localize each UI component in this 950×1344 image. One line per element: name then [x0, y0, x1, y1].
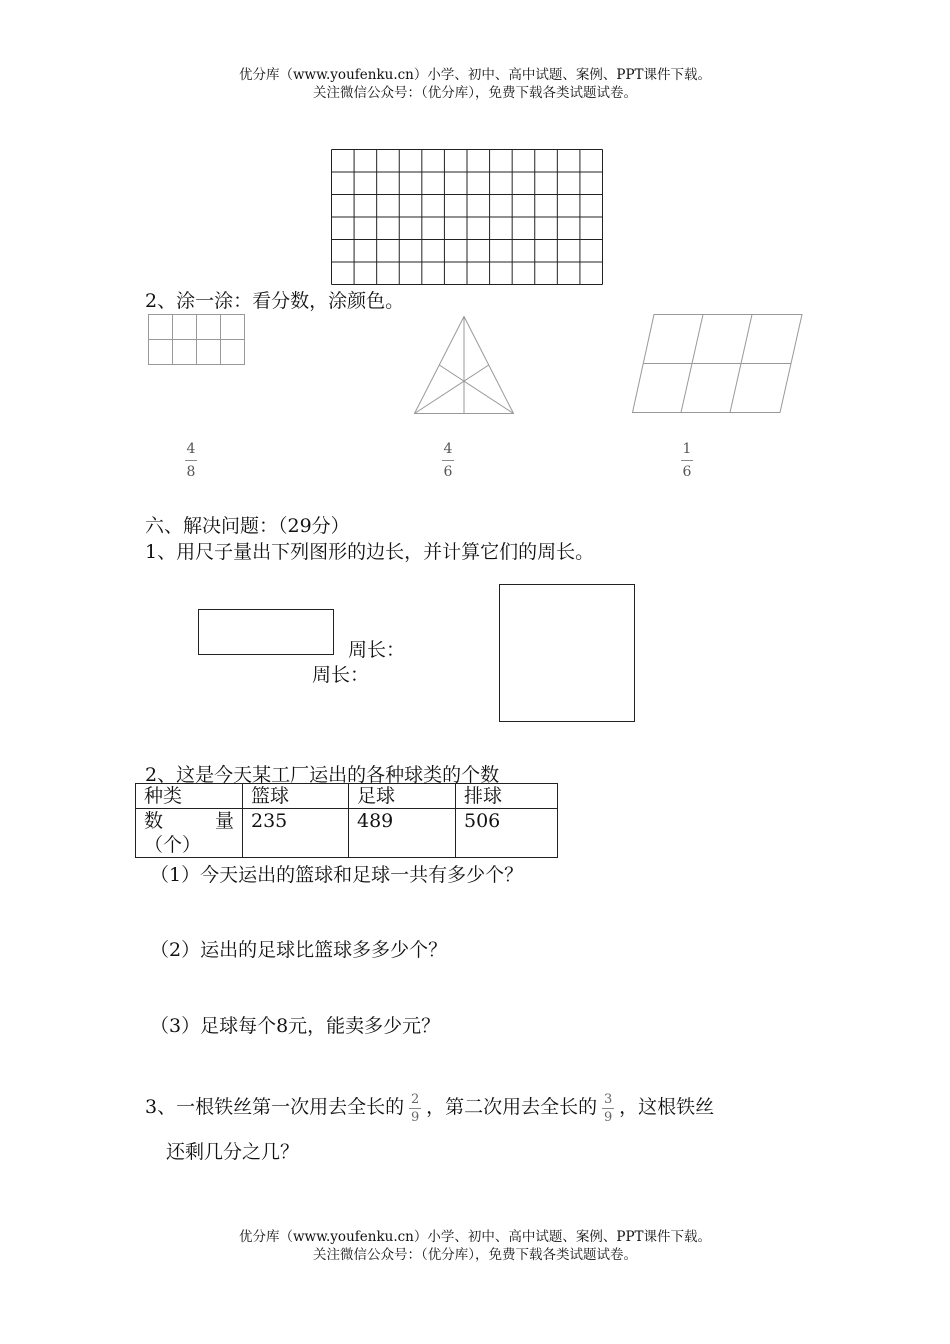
fraction-bar — [185, 460, 197, 461]
fraction-denominator: 9 — [410, 1109, 420, 1125]
question-3-line-2: 还剩几分之几？ — [166, 1141, 300, 1163]
q3-text-part-2: ，第二次用去全长的 — [426, 1096, 598, 1118]
row-label-unit: （个） — [144, 834, 202, 856]
fraction-numerator: 4 — [443, 441, 453, 457]
table-row-label — [136, 809, 243, 858]
ball-count-table — [135, 783, 558, 858]
perimeter-label-square: 周长： — [312, 664, 370, 686]
question-2-sub-2: （2）运出的足球比篮球多多少个？ — [150, 939, 448, 961]
rectangle-figure-eighths — [148, 314, 245, 365]
fraction-denominator: 9 — [603, 1109, 613, 1125]
fraction-one-sixth — [677, 440, 697, 481]
table-data-row — [136, 809, 558, 858]
perimeter-label-rectangle: 周长： — [348, 639, 406, 661]
q3-text-part-3: ，这根铁丝 — [619, 1096, 715, 1118]
page-footer — [0, 1228, 950, 1264]
q3-fraction-3-ninths — [600, 1092, 616, 1125]
question-2-text: 2、这是今天某工厂运出的各种球类的个数 — [145, 764, 500, 786]
shade-section-title: 2、涂一涂：看分数，涂颜色。 — [145, 290, 405, 312]
table-header-cell: 排球 — [456, 784, 558, 809]
row-label-right: 量 — [214, 810, 234, 832]
q3-fraction-2-ninths — [407, 1092, 423, 1125]
question-1-text: 1、用尺子量出下列图形的边长，并计算它们的周长。 — [145, 541, 595, 563]
fraction-numerator: 4 — [186, 441, 196, 457]
question-2-sub-1: （1）今天运出的篮球和足球一共有多少个？ — [150, 864, 524, 886]
table-header-cell: 足球 — [349, 784, 456, 809]
footer-line-2: 关注微信公众号：（优分库），免费下载各类试题试卷。 — [313, 1247, 637, 1263]
header-line-2: 关注微信公众号：（优分库），免费下载各类试题试卷。 — [313, 85, 637, 101]
triangle-figure-sixths — [414, 316, 514, 414]
fraction-denominator: 6 — [443, 464, 453, 480]
table-cell: 235 — [243, 809, 349, 858]
fraction-denominator: 6 — [682, 464, 692, 480]
table-header-row — [136, 784, 558, 809]
section-six-title: 六、解决问题：（29分） — [145, 515, 350, 537]
fraction-bar — [442, 460, 454, 461]
fraction-four-sixths — [438, 440, 458, 481]
parallelogram-figure-sixths — [632, 314, 803, 413]
header-line-1: 优分库（www.youfenku.cn）小学、初中、高中试题、案例、PPT课件下载。 — [238, 67, 712, 83]
fraction-four-eighths — [181, 440, 201, 481]
square-measure-figure — [499, 584, 636, 723]
fraction-bar — [409, 1108, 421, 1109]
question-2-sub-3: （3）足球每个8元，能卖多少元？ — [150, 1015, 441, 1037]
fraction-numerator: 2 — [410, 1091, 420, 1107]
rectangle-measure-figure — [198, 609, 335, 656]
row-label-top — [144, 809, 234, 833]
top-grid-figure — [331, 149, 603, 285]
page-header — [0, 66, 950, 102]
fraction-denominator: 8 — [186, 464, 196, 480]
fraction-bar — [681, 460, 693, 461]
footer-line-1: 优分库（www.youfenku.cn）小学、初中、高中试题、案例、PPT课件下载。 — [238, 1229, 712, 1245]
table-cell: 489 — [349, 809, 456, 858]
table-cell: 506 — [456, 809, 558, 858]
table-header-cell: 篮球 — [243, 784, 349, 809]
fraction-numerator: 1 — [682, 441, 692, 457]
question-3-line-1 — [145, 1088, 714, 1126]
fraction-bar — [602, 1108, 614, 1109]
row-label-left: 数 — [144, 810, 164, 832]
fraction-numerator: 3 — [603, 1091, 613, 1107]
q3-text-part-1: 3、一根铁丝第一次用去全长的 — [145, 1096, 405, 1118]
table-header-cell: 种类 — [136, 784, 243, 809]
